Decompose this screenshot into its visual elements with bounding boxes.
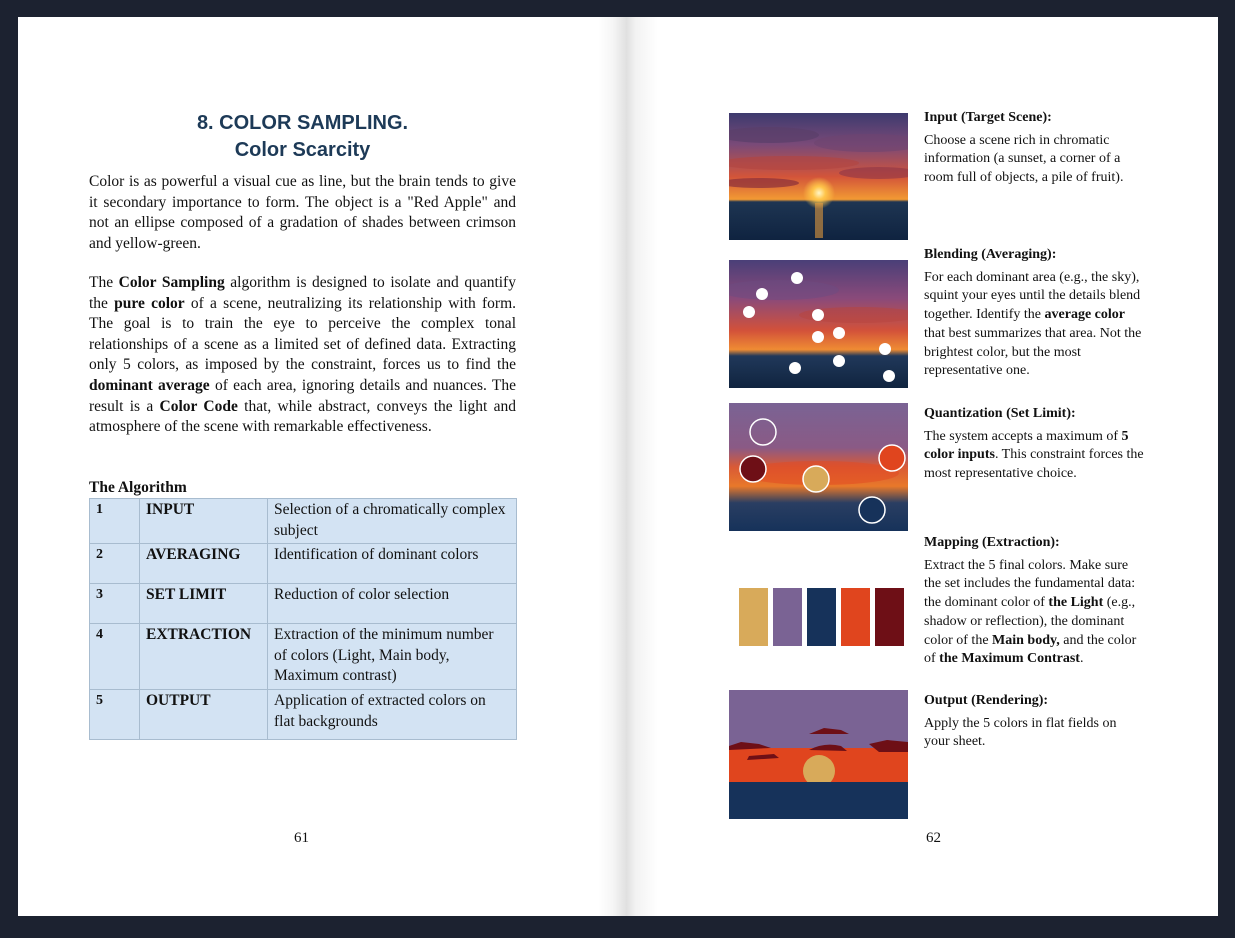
step-name: OUTPUT: [140, 689, 268, 739]
mapping-section: [924, 534, 1144, 669]
page-number: 62: [926, 830, 941, 846]
step-name: INPUT: [140, 499, 268, 544]
output-heading: Output (Rendering):: [924, 693, 1049, 708]
color-swatch: [773, 588, 802, 646]
color-swatches: [729, 586, 908, 648]
book-spread: [18, 17, 1218, 916]
page-number: 61: [294, 830, 309, 846]
left-page: [18, 17, 618, 916]
blending-section: [924, 246, 1144, 381]
table-row: [90, 689, 517, 739]
chapter-subtitle: Color Scarcity: [234, 139, 371, 161]
table-row: [90, 499, 517, 544]
step-description: Identification of dominant colors: [268, 544, 517, 584]
mapping-heading: Mapping (Extraction):: [924, 535, 1060, 550]
output-section: [924, 692, 1144, 752]
step-description: Reduction of color selection: [268, 584, 517, 624]
step-description: Application of extracted colors on flat backgrounds: [268, 689, 517, 739]
quantization-section: [924, 405, 1144, 484]
intro-paragraph: Color is as powerful a visual cue as line, but the brain tends to give it secondary importance to form. The object is a "Red Apple" and not an ellipse composed of a gradation of shades between crimson and yellow-green.: [89, 173, 516, 252]
color-swatch: [739, 588, 768, 646]
algorithm-paragraph: The Color Sampling algorithm is designed to isolate and quantify the pure color of a scene, neutralizing its relationship with form. The goal is to train the eye to perceive the complex tonal relationships of a scene as a limited set of defined data. Extracting only 5 colors, as imposed by the constraint, forces us to find the dominant average of each area, ignoring details and nuances. The result is a Color Code that, while abstract, conveys the light and atmosphere of the scene with remarkable effectiveness.: [89, 274, 517, 436]
sunset-photo-quantization: [729, 403, 908, 531]
algorithm-table: [89, 498, 517, 740]
step-number: 4: [90, 624, 140, 690]
table-row: [90, 624, 517, 690]
step-number: 3: [90, 584, 140, 624]
table-row: [90, 584, 517, 624]
input-body: Choose a scene rich in chromatic information (a sunset, a corner of a room full of objects, a pile of fruit).: [924, 132, 1124, 186]
quantization-body: The system accepts a maximum of 5 color inputs. This constraint forces the most representative choice.: [924, 428, 1144, 482]
step-number: 5: [90, 689, 140, 739]
sunset-photo-blending: [729, 260, 908, 388]
color-swatch: [807, 588, 836, 646]
step-name: EXTRACTION: [140, 624, 268, 690]
step-description: Selection of a chromatically complex subject: [268, 499, 517, 544]
input-heading: Input (Target Scene):: [924, 110, 1052, 125]
quantization-heading: Quantization (Set Limit):: [924, 406, 1076, 421]
color-swatch: [875, 588, 904, 646]
blending-body: For each dominant area (e.g., the sky), squint your eyes until the details blend together. Identify the average color that best summarizes that area. Not the brightest color, but the most representative one.: [924, 269, 1142, 379]
blending-heading: Blending (Averaging):: [924, 247, 1057, 262]
mapping-body: Extract the 5 final colors. Make sure the set includes the fundamental data: the dominant color of the Light (e.g., shadow or reflection), the dominant color of the Main body, and the color of the Maximum Contrast.: [924, 557, 1137, 667]
table-row: [90, 544, 517, 584]
output-body: Apply the 5 colors in flat fields on your sheet.: [924, 715, 1117, 750]
chapter-title: 8. COLOR SAMPLING.: [196, 112, 409, 134]
step-description: Extraction of the minimum number of colors (Light, Main body, Maximum contrast): [268, 624, 517, 690]
sunset-photo-input: [729, 113, 908, 240]
step-name: SET LIMIT: [140, 584, 268, 624]
step-number: 2: [90, 544, 140, 584]
algorithm-heading: The Algorithm: [89, 479, 187, 496]
input-section: [924, 109, 1144, 188]
color-swatch: [841, 588, 870, 646]
step-name: AVERAGING: [140, 544, 268, 584]
flat-sunset-output: [729, 690, 908, 819]
step-number: 1: [90, 499, 140, 544]
